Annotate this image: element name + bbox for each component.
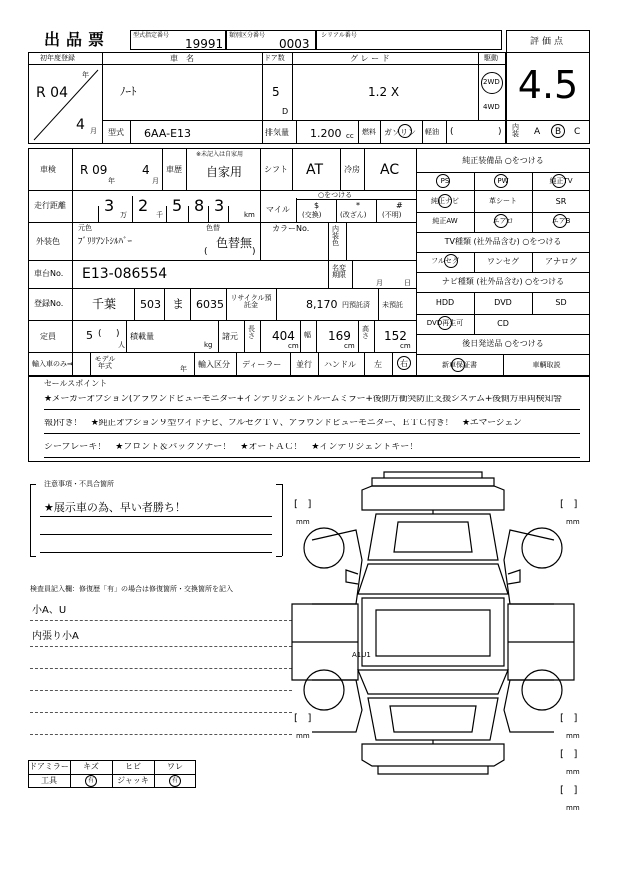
grade-label: グ レ ー ド bbox=[350, 54, 390, 63]
legend-break: ワレ bbox=[167, 762, 183, 771]
model-label: 型式 bbox=[108, 128, 124, 137]
reg-class: 503 bbox=[140, 298, 161, 311]
capacity-paren-open: ( bbox=[98, 329, 102, 339]
equip-leather: 革シート bbox=[489, 197, 517, 205]
navi-type-title: ナビ種類 (社外品含む) ○をつける bbox=[441, 277, 565, 286]
load-label: 積載量 bbox=[130, 332, 154, 341]
doors-sub: D bbox=[282, 107, 289, 116]
fuel-label: 燃料 bbox=[362, 128, 376, 136]
km-unit: km bbox=[244, 211, 255, 219]
color-label: 外装色 bbox=[36, 237, 60, 246]
capacity-value: 5 bbox=[86, 329, 93, 342]
tv-oneseg: ワンセグ bbox=[487, 257, 519, 266]
circle-note: ○をつける bbox=[318, 191, 353, 199]
drive-label: 駆動 bbox=[484, 54, 498, 62]
color-no-label: カラーNo. bbox=[272, 224, 310, 233]
mileage-digit-1: 3 bbox=[104, 196, 115, 215]
navi-sd: SD bbox=[555, 298, 567, 307]
mileage-sen: 千 bbox=[156, 211, 163, 219]
handle-right: 右 bbox=[400, 359, 408, 368]
capacity-label: 定員 bbox=[40, 332, 56, 341]
handle-left: 左 bbox=[374, 360, 382, 369]
recycle-label: リサイクル預託金 bbox=[230, 294, 272, 309]
cc-unit: cc bbox=[346, 132, 354, 140]
later-record: 車輌取説 bbox=[532, 361, 561, 369]
unknown-sym: # bbox=[396, 201, 403, 210]
equip-navi: 純正ナビ bbox=[431, 197, 459, 205]
inspection-label: 車検 bbox=[40, 165, 56, 174]
tv-analog: アナログ bbox=[545, 257, 577, 266]
first-reg-year: R 04 bbox=[36, 85, 68, 101]
type-spec-value: 19991 bbox=[185, 37, 224, 51]
mileage-digit-4: 8 bbox=[194, 196, 205, 215]
height-value: 152 bbox=[384, 329, 407, 343]
width-label: 幅 bbox=[304, 331, 311, 339]
first-reg-label: 初年度登録 bbox=[40, 54, 75, 62]
length-value: 404 bbox=[272, 329, 295, 343]
notes-line-1: ★展示車の為、早い者勝ち！ bbox=[44, 501, 186, 514]
car-name: ﾉｰﾄ bbox=[120, 85, 137, 98]
inspection-year: R 09 bbox=[80, 163, 108, 177]
color-paren-close: ) bbox=[252, 247, 256, 257]
mm-rr: mm bbox=[566, 732, 580, 740]
interior-label: 内装 bbox=[512, 123, 519, 138]
mm-spare-2: mm bbox=[566, 804, 580, 812]
parallel-option: 並行 bbox=[296, 360, 312, 369]
legend-door: ドアミラー bbox=[29, 762, 69, 771]
bracket-fr: [ ] bbox=[560, 499, 578, 510]
inspection-month: 4 bbox=[142, 163, 150, 177]
navi-dvd-play: DVD再生可 bbox=[426, 319, 464, 327]
equip-aw: 純正AW bbox=[432, 217, 458, 225]
navi-cd: CD bbox=[497, 319, 509, 328]
type-spec-box bbox=[130, 30, 226, 50]
name-change-day: 日 bbox=[404, 279, 411, 287]
year-unit: 年 bbox=[82, 71, 89, 79]
name-change-label: 名変期限 bbox=[332, 264, 346, 279]
color-change-value: 色替無 bbox=[216, 236, 253, 250]
equip-tv: 純正TV bbox=[549, 177, 573, 185]
jack-yes: 有 bbox=[171, 777, 178, 784]
class-value: 0003 bbox=[279, 37, 310, 51]
score-value: 4.5 bbox=[517, 63, 579, 107]
reg-num: 6035 bbox=[196, 298, 224, 311]
reg-area: 千葉 bbox=[92, 297, 117, 311]
reg-label: 登録No. bbox=[34, 299, 64, 308]
month-unit: 月 bbox=[90, 127, 97, 135]
inspector-label: 検査員記入欄：修復歴「有」の場合は修復箇所・交換箇所を記入 bbox=[30, 585, 233, 593]
sales-line-2: 報)付き！ ★純正オプション９型ワイドナビ、フルセグＴＶ、アラウンドビューモニター、ＥＴＣ付き！ ★エマージェン bbox=[44, 419, 522, 428]
bracket-spare-1: [ ] bbox=[560, 749, 578, 760]
model-year-unit: 年 bbox=[180, 365, 187, 373]
interior-b: B bbox=[555, 127, 562, 137]
tamper-sym: * bbox=[356, 201, 360, 210]
legend-scratch: キズ bbox=[83, 762, 99, 771]
capacity-paren-close: ) bbox=[116, 329, 120, 339]
history-note: ※未記入は自家用 bbox=[196, 151, 244, 158]
mm-spare-1: mm bbox=[566, 768, 580, 776]
displacement-value: 1.200 bbox=[310, 127, 342, 140]
swap-label: (交換) bbox=[302, 211, 322, 219]
swap-sym: $ bbox=[314, 201, 320, 210]
legend-jack: ジャッキ bbox=[117, 776, 149, 785]
inspection-month-unit: 月 bbox=[152, 177, 159, 185]
shift-label: シフト bbox=[264, 165, 288, 174]
sales-line-1: ★メーカーオプション(アラウンドビューモニター+インテリジェントルームミラー+後側方衝突防止支援システム+後側方車両検知警 bbox=[44, 395, 562, 404]
length-label: 長さ bbox=[248, 325, 255, 340]
fuel-value: ガソリン bbox=[384, 128, 416, 137]
tamper-label: (改ざん) bbox=[340, 211, 367, 219]
notes-label: 注意事項・不具合箇所 bbox=[44, 480, 114, 488]
import-label: 輸入車のみ⇒ bbox=[32, 360, 73, 368]
tv-fullseg: フルセグ bbox=[431, 257, 459, 265]
recycle-status: 円預託済 bbox=[342, 301, 370, 309]
equip-sr: SR bbox=[555, 197, 567, 206]
type-spec-label: 型式指定番号 bbox=[133, 32, 170, 39]
mileage-man: 万 bbox=[120, 211, 127, 219]
navi-dvd: DVD bbox=[494, 298, 512, 307]
first-reg-month: 4 bbox=[76, 117, 85, 133]
unknown-label: (不明) bbox=[382, 211, 402, 219]
page-title: 出品票 bbox=[44, 30, 111, 49]
not-deposited: 未預託 bbox=[382, 301, 403, 309]
later-title: 後日発送品 ○をつける bbox=[462, 339, 544, 348]
shift-value: AT bbox=[306, 162, 324, 178]
score-label: 評価点 bbox=[529, 37, 566, 47]
mm-fl: mm bbox=[296, 518, 310, 526]
person-unit: 人 bbox=[118, 341, 125, 349]
bracket-rr: [ ] bbox=[560, 713, 578, 724]
doors-label: ドア数 bbox=[264, 54, 285, 62]
navi-hdd: HDD bbox=[435, 298, 455, 307]
drive-4wd: 4WD bbox=[483, 103, 500, 111]
equip-ps: PS bbox=[440, 177, 450, 185]
equip-pw: PW bbox=[497, 177, 509, 185]
history-value: 自家用 bbox=[206, 165, 243, 179]
inspection-year-unit: 年 bbox=[108, 177, 115, 185]
length-cm: cm bbox=[288, 342, 299, 350]
mileage-digit-2: 2 bbox=[138, 196, 149, 215]
kg-unit: kg bbox=[204, 341, 213, 349]
orig-color-label: 元色 bbox=[78, 224, 92, 232]
mile-label: マイル bbox=[266, 205, 290, 214]
mileage-digit-5: 3 bbox=[214, 196, 225, 215]
width-cm: cm bbox=[344, 342, 355, 350]
mm-rl: mm bbox=[296, 732, 310, 740]
mileage-label: 走行距離 bbox=[34, 201, 66, 210]
height-cm: cm bbox=[400, 342, 411, 350]
sales-line-3: シーブレーキ！ ★フロント＆バックソナー！ ★オートＡＣ！ ★インテリジェントキー！ bbox=[44, 443, 419, 452]
width-value: 169 bbox=[328, 329, 351, 343]
mm-fr: mm bbox=[566, 518, 580, 526]
reg-kana: ま bbox=[172, 297, 185, 311]
class-box bbox=[226, 30, 316, 50]
equipment-title: 純正装備品 ○をつける bbox=[462, 156, 544, 165]
paren-open: ( bbox=[450, 127, 454, 137]
model-value: 6AA-E13 bbox=[144, 127, 192, 140]
doors-value: 5 bbox=[272, 85, 280, 99]
chassis-label: 車台No. bbox=[34, 269, 64, 278]
legend-crack: ヒビ bbox=[125, 762, 141, 771]
bracket-spare-2: [ ] bbox=[560, 785, 578, 796]
model-year-label: モデル年式 bbox=[94, 355, 116, 370]
diagram-mark: A1U1 bbox=[352, 651, 371, 659]
legend-tool: 工具 bbox=[41, 776, 57, 785]
import-class-label: 輸入区分 bbox=[198, 360, 230, 369]
car-name-label: 車 名 bbox=[170, 54, 194, 63]
displacement-label: 排気量 bbox=[265, 128, 289, 137]
drive-2wd: 2WD bbox=[483, 78, 500, 86]
grade-value: 1.2 X bbox=[368, 85, 400, 99]
later-manual: 新車保証書 bbox=[442, 361, 477, 369]
paren-close: ) bbox=[498, 127, 502, 137]
color-num-label: 色替 bbox=[206, 224, 220, 232]
serial-label: シリアル番号 bbox=[321, 32, 357, 39]
inspector-line-1: 小A、U bbox=[32, 605, 67, 616]
orig-color-value: ﾌﾞﾘﾘｱﾝﾄｼﾙﾊﾞｰ bbox=[78, 237, 133, 247]
interior-color-label: 内装色 bbox=[332, 225, 339, 247]
bracket-rl: [ ] bbox=[294, 713, 312, 724]
tool-yes: 有 bbox=[87, 777, 94, 784]
height-label: 高さ bbox=[362, 325, 369, 340]
color-paren-open: ( bbox=[204, 247, 208, 257]
name-change-month: 月 bbox=[376, 279, 383, 287]
tv-type-title: TV種類 (社外品含む) ○をつける bbox=[444, 237, 562, 246]
light-oil: 軽油 bbox=[425, 128, 439, 136]
interior-c: C bbox=[574, 127, 581, 137]
sales-label: セールスポイント bbox=[44, 379, 108, 388]
inspector-line-2: 内張り小A bbox=[32, 631, 79, 642]
handle-label: ハンドル bbox=[324, 360, 356, 369]
interior-a: A bbox=[534, 127, 541, 137]
bracket-fl: [ ] bbox=[294, 499, 312, 510]
ac-value: AC bbox=[380, 162, 400, 178]
car-diagram bbox=[286, 470, 590, 810]
serial-box bbox=[316, 30, 502, 50]
mileage-digit-3: 5 bbox=[172, 196, 183, 215]
ac-label: 冷房 bbox=[344, 165, 360, 174]
recycle-amount: 8,170 bbox=[306, 298, 338, 311]
equip-ab: エアB bbox=[551, 217, 571, 225]
chassis-value: E13-086554 bbox=[82, 266, 168, 282]
size-label: 諸元 bbox=[222, 332, 238, 341]
equip-aero: エアロ bbox=[492, 217, 514, 225]
history-label: 車歴 bbox=[166, 165, 182, 174]
dealer-option: ディーラー bbox=[242, 360, 282, 369]
class-label: 類別区分番号 bbox=[229, 32, 266, 39]
